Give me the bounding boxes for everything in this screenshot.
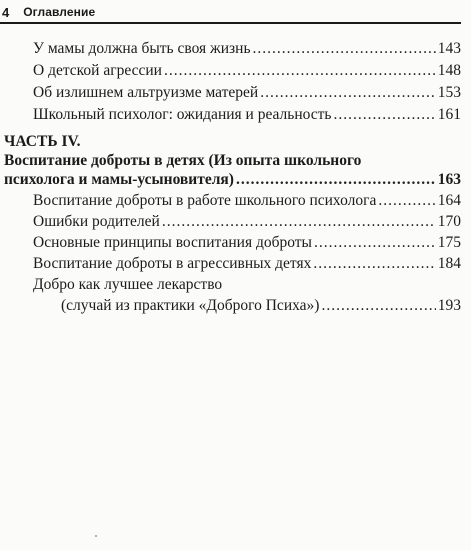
running-title: Оглавление: [23, 5, 96, 19]
paper-speck: [95, 535, 97, 537]
toc-entry: [33, 233, 461, 253]
toc-entry-page: 143: [437, 40, 461, 57]
dot-leader: [164, 61, 436, 81]
toc-entry-title: Ошибки родителей: [33, 213, 160, 230]
toc-entry-page: 175: [437, 234, 461, 251]
page-number: 4: [2, 4, 10, 20]
dot-leader: [313, 254, 435, 274]
toc-entry-title: Школьный психолог: ожидания и реальность: [33, 106, 332, 123]
dot-leader: [162, 212, 436, 232]
toc-entry-page: 148: [437, 62, 461, 79]
dot-leader: [334, 105, 436, 125]
toc-entry-page: 184: [437, 255, 461, 272]
dot-leader: [314, 233, 436, 253]
toc-entry-title: Воспитание доброты в агрессивных детях: [33, 255, 312, 272]
header-rule: [0, 22, 461, 24]
toc-entry-page: 153: [437, 84, 461, 101]
toc-entry-title-line-2: (случай из практики «Доброго Психа»): [61, 297, 320, 314]
toc-entry: [33, 212, 461, 232]
toc-entry-page: 161: [437, 106, 461, 123]
toc-entry: [33, 254, 461, 274]
toc-entry-title: О детской агрессии: [33, 62, 162, 79]
dot-leader: [321, 296, 435, 316]
toc-entry: [33, 105, 461, 125]
part-title-entry: [4, 170, 461, 190]
part-page: 163: [437, 171, 461, 188]
running-header: [0, 2, 460, 22]
toc-entry-page: 193: [437, 297, 461, 314]
dot-leader: [253, 39, 436, 59]
toc-entry-title: Воспитание доброты в работе школьного психолога: [33, 192, 377, 209]
part-label: ЧАСТЬ IV.: [4, 133, 81, 150]
toc-entry-title-line-1: Добро как лучшее лекарство: [33, 276, 223, 293]
toc-entry: [61, 296, 461, 316]
dot-leader: [236, 170, 436, 190]
dot-leader: [260, 83, 436, 103]
part-title-line-1: Воспитание доброты в детях (Из опыта школьного: [4, 152, 362, 169]
toc-entry: [33, 61, 461, 81]
toc-entry: [33, 39, 461, 59]
toc-entry-title: У мамы должна быть своя жизнь: [33, 40, 251, 57]
toc-entry-page: 170: [437, 213, 461, 230]
toc-entry: [33, 83, 461, 103]
toc-entry-title: Основные принципы воспитания доброты: [33, 234, 312, 251]
toc-entry-title: Об излишнем альтруизме матерей: [33, 84, 259, 101]
toc-entry-page: 164: [437, 192, 461, 209]
toc-entry: [33, 191, 461, 211]
part-title-line-2: психолога и мамы-усыновителя): [4, 171, 234, 188]
dot-leader: [378, 191, 435, 211]
